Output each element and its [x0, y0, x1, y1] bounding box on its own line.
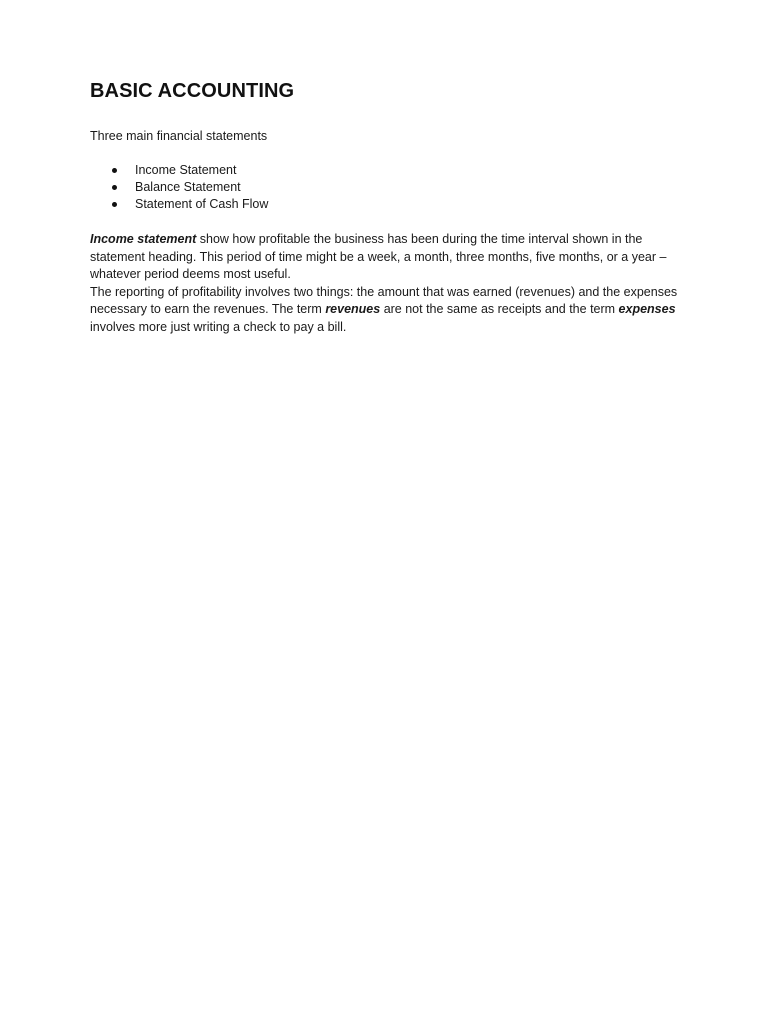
paragraph-text: are not the same as receipts and the term: [380, 302, 619, 316]
list-item-label: Income Statement: [135, 163, 237, 177]
list-item-label: Statement of Cash Flow: [135, 197, 269, 211]
term-income-statement: Income statement: [90, 232, 197, 246]
paragraph-text: The reporting of profitability involves two things: the amount that was earned (revenues) and the expenses necessary to earn the revenues. The term: [90, 284, 678, 316]
list-item: [90, 162, 680, 179]
term-revenues: revenues: [325, 302, 381, 316]
bullet-icon: [112, 202, 117, 207]
income-statement-paragraph: [90, 231, 680, 284]
term-expenses: expenses: [618, 302, 676, 316]
paragraph-text: show how profitable the business has been during the time interval shown in the statement heading. This period of time might be a week, a month, three months, five months, or a year – whatever period deems most useful.: [90, 232, 667, 281]
intro-text: Three main financial statements: [90, 129, 268, 143]
profitability-paragraph: [90, 284, 680, 337]
document-title: BASIC ACCOUNTING: [90, 80, 295, 102]
bullet-icon: [112, 185, 117, 190]
paragraph-text: involves more just writing a check to pay a bill.: [90, 319, 347, 334]
bullet-icon: [112, 168, 117, 173]
statements-list: [90, 162, 680, 213]
list-item-label: Balance Statement: [135, 180, 241, 194]
list-item: [90, 196, 680, 213]
list-item: [90, 179, 680, 196]
document-content: [90, 78, 680, 336]
